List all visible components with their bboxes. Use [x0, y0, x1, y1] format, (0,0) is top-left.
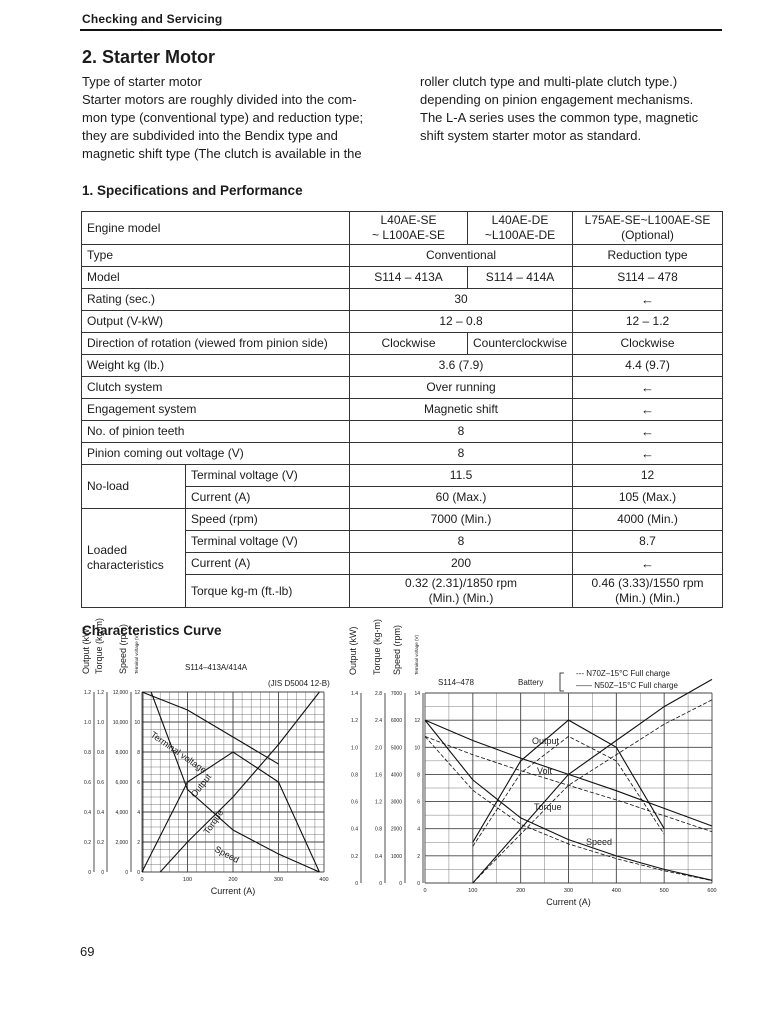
page-number: 69 [80, 944, 95, 959]
axis-label: Torque (kg-m) [94, 617, 104, 674]
tick-label: 0 [137, 870, 140, 876]
cell-value: Magnetic shift [350, 399, 573, 421]
table-row [82, 399, 723, 421]
row-label: Torque kg-m (ft.-lb) [186, 575, 350, 608]
intro-line: roller clutch type and multi-plate clutch type.) [420, 74, 678, 89]
tick-label: 0.6 [84, 780, 91, 786]
cell-line: (Min.) (Min.) [428, 591, 494, 605]
tick-label: 1.0 [97, 720, 104, 726]
tick-label: 2 [417, 853, 420, 860]
table-row [82, 421, 723, 443]
series-label: Torque [534, 802, 562, 812]
cell-value: Counterclockwise [468, 333, 573, 355]
tick-label: 1000 [390, 853, 402, 860]
tick-label: 12,000 [112, 690, 128, 696]
spec-table [81, 211, 723, 608]
cell-value: S114 – 478 [573, 267, 723, 289]
tick-label: 0.6 [97, 780, 104, 786]
row-label: Current (A) [186, 553, 350, 575]
intro-line: they are subdivided into the Bendix type and [82, 128, 338, 143]
table-row [82, 212, 723, 245]
section-header: Checking and Servicing [82, 12, 223, 26]
axis-label: Terminal voltage (V) [134, 633, 139, 674]
intro-line: shift system starter motor as standard. [420, 128, 642, 143]
same-as-left-arrow: ← [573, 377, 723, 399]
loaded-group-label [82, 509, 186, 608]
legend-entry: —— N50Z–15°C Full charge [576, 681, 678, 690]
axis-label: Torque (kg-m) [372, 618, 382, 675]
intro-line: Type of starter motor [82, 74, 202, 89]
row-label: Current (A) [186, 487, 350, 509]
tick-label: 0.2 [351, 853, 358, 860]
cell-value: 12 [573, 465, 723, 487]
tick-label: 2.8 [375, 691, 382, 697]
table-row [82, 311, 723, 333]
tick-label: 0.6 [351, 799, 358, 806]
tick-label: 0.8 [351, 772, 358, 779]
tick-label: 7000 [390, 691, 402, 697]
curve-heading: Characteristics Curve [82, 623, 222, 638]
tick-label: 12 [134, 690, 140, 696]
tick-label: 2.4 [375, 718, 382, 725]
cell-value: 7000 (Min.) [350, 509, 573, 531]
x-tick-label: 400 [319, 877, 329, 883]
tick-label: 6000 [390, 718, 402, 725]
tick-label: 0.4 [375, 853, 382, 860]
series-label: Torque [201, 807, 226, 837]
series-label: Volt [537, 766, 553, 776]
intro-left-column [82, 73, 387, 163]
x-tick-label: 600 [707, 888, 717, 894]
row-label: No. of pinion teeth [82, 421, 350, 443]
axis-label: Output (kW) [81, 625, 91, 674]
tick-label: 0 [125, 870, 128, 876]
tick-label: 2 [137, 840, 140, 846]
tick-label: 0.8 [84, 750, 91, 756]
tick-label: 0.8 [97, 750, 104, 756]
x-tick-label: 300 [563, 888, 574, 894]
cell-value: 200 [350, 553, 573, 575]
table-row [82, 245, 723, 267]
chart-s114-478 [350, 615, 724, 910]
tick-label: 2,000 [115, 840, 128, 846]
tick-label: 2000 [390, 826, 402, 833]
cell-line: (Optional) [621, 228, 674, 242]
tick-label: 0 [88, 870, 91, 876]
chart-subtitle: (JIS D5004 12-B) [268, 679, 330, 688]
cell-value: 8.7 [573, 531, 723, 553]
table-row [82, 443, 723, 465]
engine-model-col2 [468, 212, 573, 245]
row-label: Speed (rpm) [186, 509, 350, 531]
series-label: Terminal voltage [148, 729, 209, 776]
x-tick-label: 400 [611, 888, 621, 894]
same-as-left-arrow: ← [573, 443, 723, 465]
cell-line: characteristics [87, 558, 164, 572]
same-as-left-arrow: ← [573, 289, 723, 311]
x-tick-label: 200 [228, 877, 238, 883]
cell-line: ~ L100AE-SE [371, 228, 446, 242]
tick-label: 1.2 [375, 799, 382, 806]
tick-label: 6 [137, 780, 140, 786]
cell-value: Clockwise [350, 333, 468, 355]
x-axis-label: Current (A) [546, 897, 591, 907]
axis-label: Speed (rpm) [392, 624, 402, 675]
row-label: Output (V-kW) [82, 311, 350, 333]
table-row [82, 509, 723, 531]
cell-value: 8 [350, 443, 573, 465]
table-row [82, 267, 723, 289]
cell-value: S114 – 414A [468, 267, 573, 289]
cell-value [350, 575, 573, 608]
tick-label: 1.6 [375, 772, 382, 779]
tick-label: 4000 [390, 772, 402, 779]
row-label: Weight kg (lb.) [82, 355, 350, 377]
tick-label: 0 [355, 881, 358, 887]
tick-label: 1.0 [84, 720, 91, 726]
engine-model-col3 [573, 212, 723, 245]
tick-label: 6 [417, 799, 420, 806]
tick-label: 0.2 [84, 840, 91, 846]
cell-line: L40AE-DE [491, 213, 549, 227]
tick-label: 0 [379, 881, 382, 887]
tick-label: 0 [417, 881, 420, 887]
series-label: Output [532, 736, 560, 746]
table-row [82, 465, 723, 487]
same-as-left-arrow: ← [573, 421, 723, 443]
cell-line: Loaded [87, 543, 128, 557]
tick-label: 0.4 [97, 810, 104, 816]
tick-label: 1.4 [351, 691, 358, 697]
tick-label: 12 [414, 718, 420, 725]
axis-label: Output (kW) [348, 626, 358, 675]
header-rule [80, 29, 722, 31]
page-title: 2. Starter Motor [82, 47, 216, 67]
cell-line: 0.32 (2.31)/1850 rpm [404, 576, 518, 590]
cell-value [573, 575, 723, 608]
legend-bracket [560, 673, 564, 691]
tick-label: 4 [137, 810, 140, 816]
intro-line: The L-A series uses the common type, magnetic [420, 110, 699, 125]
x-axis-label: Current (A) [210, 886, 256, 896]
row-label: Terminal voltage (V) [186, 531, 350, 553]
intro-right-column [420, 73, 725, 145]
cell-line: L75AE-SE~L100AE-SE [584, 213, 711, 227]
cell-line: ~L100AE-DE [484, 228, 556, 242]
engine-model-col1 [350, 212, 468, 245]
x-tick-label: 100 [468, 888, 478, 894]
axis-label: Speed (rpm) [118, 623, 128, 674]
x-tick-label: 500 [659, 888, 669, 894]
same-as-left-arrow: ← [573, 553, 723, 575]
cell-value: 30 [350, 289, 573, 311]
cell-value: 12 – 0.8 [350, 311, 573, 333]
tick-label: 6,000 [115, 780, 128, 786]
tick-label: 0.4 [84, 810, 91, 816]
series-label: Speed [586, 837, 613, 847]
row-label: Pinion coming out voltage (V) [82, 443, 350, 465]
table-row [82, 355, 723, 377]
axis-label: Terminal voltage (V) [414, 634, 419, 675]
cell-value: 3.6 (7.9) [350, 355, 573, 377]
cell-value: Over running [350, 377, 573, 399]
tick-label: 3000 [390, 799, 402, 806]
cell-value: 12 – 1.2 [573, 311, 723, 333]
tick-label: 1.2 [84, 690, 91, 696]
cell-value: 60 (Max.) [350, 487, 573, 509]
noload-group-label: No-load [82, 465, 186, 509]
cell-value: S114 – 413A [350, 267, 468, 289]
cell-value: Conventional [350, 245, 573, 267]
intro-line: mon type (conventional type) and reduction type; [82, 110, 364, 125]
engine-model-label: Engine model [82, 212, 350, 245]
table-row [82, 377, 723, 399]
tick-label: 8,000 [115, 750, 128, 756]
series-label: Output [188, 771, 214, 800]
tick-label: 10 [414, 745, 420, 752]
row-label: Direction of rotation (viewed from pinion side) [82, 333, 350, 355]
row-label: Clutch system [82, 377, 350, 399]
table-row [82, 289, 723, 311]
table-row [82, 333, 723, 355]
spec-heading: 1. Specifications and Performance [82, 183, 303, 198]
tick-label: 0.4 [351, 826, 358, 833]
tick-label: 1.0 [351, 745, 358, 752]
tick-label: 10,000 [112, 720, 128, 726]
tick-label: 8 [417, 772, 420, 779]
series-line [142, 692, 279, 764]
cell-value: 8 [350, 531, 573, 553]
tick-label: 2.0 [375, 745, 382, 752]
chart-title: S114–413A/414A [185, 663, 248, 672]
cell-value: 4000 (Min.) [573, 509, 723, 531]
tick-label: 10 [134, 720, 140, 726]
tick-label: 0.2 [97, 840, 104, 846]
x-tick-label: 0 [140, 877, 144, 883]
tick-label: 14 [414, 691, 420, 697]
intro-line: Starter motors are roughly divided into the com- [82, 92, 357, 107]
tick-label: 1.2 [97, 690, 104, 696]
cell-value: 105 (Max.) [573, 487, 723, 509]
cell-value: 8 [350, 421, 573, 443]
legend-title: Battery [518, 678, 544, 687]
cell-value: Clockwise [573, 333, 723, 355]
cell-value: 4.4 (9.7) [573, 355, 723, 377]
row-label: Terminal voltage (V) [186, 465, 350, 487]
cell-line: (Min.) (Min.) [615, 591, 680, 605]
cell-line: 0.46 (3.33)/1550 rpm [591, 576, 704, 590]
tick-label: 0 [101, 870, 104, 876]
cell-value: Reduction type [573, 245, 723, 267]
tick-label: 0.8 [375, 826, 382, 833]
row-label: Type [82, 245, 350, 267]
x-tick-label: 200 [516, 888, 526, 894]
x-tick-label: 0 [423, 888, 427, 894]
tick-label: 8 [137, 750, 140, 756]
series-label: Speed [213, 843, 241, 865]
tick-label: 0 [399, 881, 402, 887]
row-label: Model [82, 267, 350, 289]
x-tick-label: 300 [273, 877, 284, 883]
chart-title: S114–478 [438, 678, 474, 687]
row-label: Rating (sec.) [82, 289, 350, 311]
intro-line: depending on pinion engagement mechanisms. [420, 92, 694, 107]
cell-line: L40AE-SE [380, 213, 437, 227]
row-label: Engagement system [82, 399, 350, 421]
cell-value: 11.5 [350, 465, 573, 487]
tick-label: 1.2 [351, 718, 358, 725]
same-as-left-arrow: ← [573, 399, 723, 421]
intro-line: magnetic shift type (The clutch is available in the [82, 146, 362, 161]
tick-label: 5000 [390, 745, 402, 752]
x-tick-label: 100 [182, 877, 193, 883]
legend-entry: ‐‐‐ N70Z–15°C Full charge [576, 669, 670, 678]
tick-label: 4,000 [115, 810, 128, 816]
tick-label: 4 [417, 826, 420, 833]
